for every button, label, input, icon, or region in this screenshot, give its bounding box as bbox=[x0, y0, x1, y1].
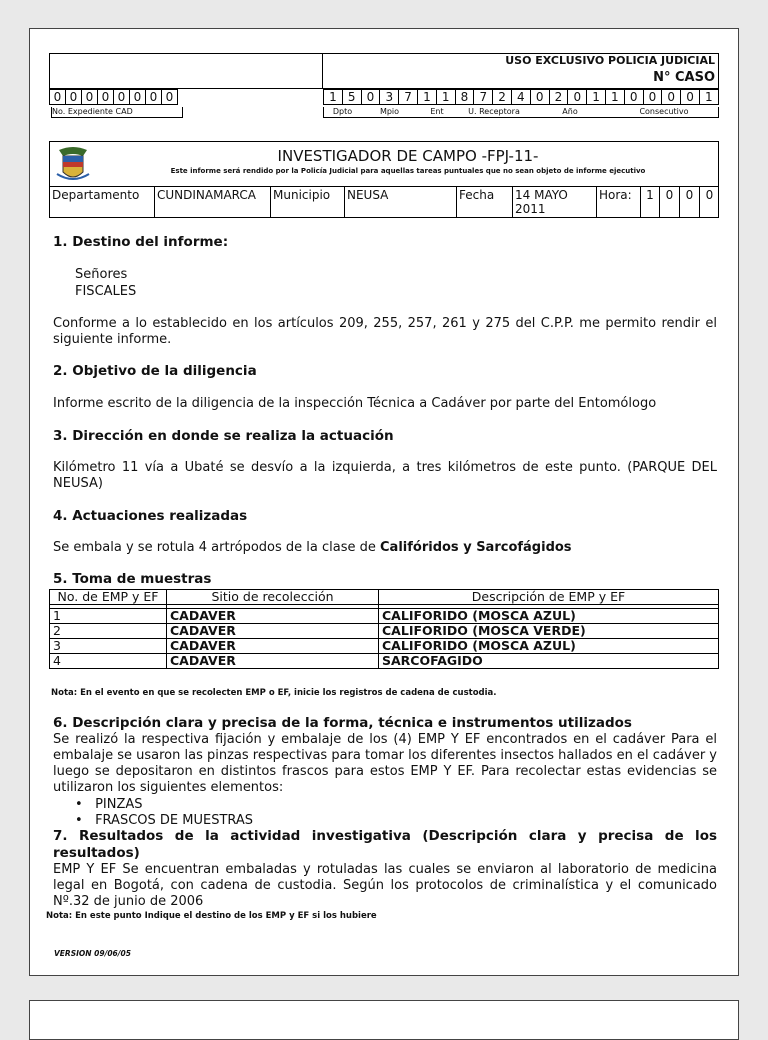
case-digit: 1 bbox=[417, 90, 436, 105]
section-7-note: Nota: En este punto Indique el destino de los EMP y EF si los hubiere bbox=[46, 911, 377, 921]
row-desc: CALIFORIDO (MOSCA AZUL) bbox=[379, 609, 719, 624]
section-1-paragraph: Conforme a lo establecido en los artículos 209, 255, 257, 261 y 275 del C.P.P. me permito rendir el siguiente informe. bbox=[53, 316, 717, 347]
section-4-paragraph bbox=[53, 540, 721, 556]
version-label: VERSION 09/06/05 bbox=[54, 949, 131, 958]
expediente-digit: 0 bbox=[98, 90, 114, 105]
case-digit: 0 bbox=[361, 90, 380, 105]
section-5-title: 5. Toma de muestras bbox=[53, 571, 212, 587]
bullet-icon: • bbox=[75, 813, 83, 828]
case-label: N° CASO bbox=[653, 70, 715, 85]
bullet-icon: • bbox=[75, 797, 83, 812]
row-desc: CALIFORIDO (MOSCA VERDE) bbox=[379, 624, 719, 639]
section-3-paragraph: Kilómetro 11 vía a Ubaté se desvío a la izquierda, a tres kilómetros de este punto. (PARQUE DEL NEUSA) bbox=[53, 460, 717, 491]
row-no: 2 bbox=[50, 624, 167, 639]
case-digits bbox=[323, 89, 719, 105]
hour-digit: 0 bbox=[680, 187, 700, 217]
expediente-digit: 0 bbox=[162, 90, 178, 105]
case-digit: 1 bbox=[605, 90, 624, 105]
dept-label: Departamento bbox=[50, 187, 155, 217]
expediente-digits bbox=[49, 89, 178, 105]
date-value: 14 MAYO 2011 bbox=[513, 187, 597, 217]
section-1-title: 1. Destino del informe: bbox=[53, 234, 229, 250]
header-desc: Descripción de EMP y EF bbox=[379, 590, 719, 605]
header-no: No. de EMP y EF bbox=[50, 590, 167, 605]
row-no: 1 bbox=[50, 609, 167, 624]
header-divider bbox=[322, 53, 323, 89]
case-digit: 8 bbox=[455, 90, 474, 105]
header-block bbox=[49, 53, 719, 121]
section-1-line1: Señores bbox=[75, 267, 128, 282]
expediente-digit: 0 bbox=[114, 90, 130, 105]
case-sublabels bbox=[323, 107, 719, 118]
hour-digit: 0 bbox=[660, 187, 680, 217]
case-digit: 2 bbox=[493, 90, 512, 105]
case-digit: 1 bbox=[436, 90, 455, 105]
case-digit: 7 bbox=[399, 90, 418, 105]
sublabel-year: Año bbox=[562, 107, 578, 116]
sublabel-receptora: U. Receptora bbox=[468, 107, 520, 116]
hour-digit: 0 bbox=[705, 188, 714, 202]
samples-table bbox=[49, 589, 719, 669]
sublabel-ent: Ent bbox=[430, 107, 444, 116]
row-desc: SARCOFAGIDO bbox=[379, 654, 719, 669]
next-page-edge bbox=[29, 1000, 739, 1040]
case-digit: 0 bbox=[662, 90, 681, 105]
case-digit: 1 bbox=[324, 90, 343, 105]
section-2-paragraph: Informe escrito de la diligencia de la inspección Técnica a Cadáver por parte del Entomólogo bbox=[53, 396, 657, 411]
bullet-text: FRASCOS DE MUESTRAS bbox=[95, 813, 254, 828]
document-title: INVESTIGADOR DE CAMPO -FPJ-11- bbox=[277, 147, 539, 165]
section-7-title: 7. Resultados de la actividad investigativa (Descripción clara y precisa de los resultados) bbox=[53, 828, 717, 861]
row-desc: CALIFORIDO (MOSCA AZUL) bbox=[379, 639, 719, 654]
expediente-digit: 0 bbox=[146, 90, 162, 105]
section-1-line2: FISCALES bbox=[75, 284, 137, 299]
case-digit: 5 bbox=[342, 90, 361, 105]
case-digit: 0 bbox=[681, 90, 700, 105]
expediente-digit: 0 bbox=[66, 90, 82, 105]
sublabel-mpio: Mpio bbox=[379, 107, 400, 116]
case-digit: 0 bbox=[530, 90, 549, 105]
mun-value: NEUSA bbox=[345, 187, 457, 217]
sublabel-consecutivo: Consecutivo bbox=[639, 107, 689, 116]
bullet-text: PINZAS bbox=[95, 797, 143, 812]
section-6-title: 6. Descripción clara y precisa de la forma, técnica e instrumentos utilizados bbox=[53, 715, 632, 731]
hour-label: Hora: bbox=[597, 187, 641, 217]
row-site: CADAVER bbox=[167, 654, 379, 669]
section-5-note: Nota: En el evento en que se recolecten EMP o EF, inicie los registros de cadena de custodia. bbox=[51, 688, 497, 698]
section-6-bullet bbox=[75, 797, 143, 813]
exclusive-label: USO EXCLUSIVO POLICIA JUDICIAL bbox=[505, 54, 715, 67]
document-subtitle: Este informe será rendido por la Policía Judicial para aquellas tareas puntuales que no sean objeto de informe ejecutivo bbox=[170, 167, 646, 175]
section-7-paragraph: EMP Y EF Se encuentran embaladas y rotuladas las cuales se enviaron al laboratorio de medicina legal en Bogotá, con cadena de custodia. Según los protocolos de criminalística y el comunicado Nº.32 de junio de 2006 bbox=[53, 862, 717, 909]
case-digit: 1 bbox=[699, 90, 718, 105]
table-row bbox=[50, 609, 719, 624]
title-box bbox=[49, 141, 719, 187]
expediente-digit: 0 bbox=[82, 90, 98, 105]
section-3-title: 3. Dirección en donde se realiza la actuación bbox=[53, 428, 394, 444]
header-site: Sitio de recolección bbox=[167, 590, 379, 605]
case-digit: 1 bbox=[587, 90, 606, 105]
dept-value: CUNDINAMARCA bbox=[155, 187, 271, 217]
section-6-paragraph: Se realizó la respectiva fijación y embalaje de los (4) EMP Y EF encontrados en el cadáver Para el embalaje se usaron las pinzas respectivas para tomar los diferentes insectos hallados en el cadáver y luego se depositaron en distintos frascos para estos EMP Y EF. Para recolectar estas evidencias se utilizaron los siguientes elementos: bbox=[53, 732, 717, 795]
case-digit: 0 bbox=[624, 90, 643, 105]
case-digit: 7 bbox=[474, 90, 493, 105]
section-4-text: Se embala y se rotula 4 artrópodos de la clase de bbox=[53, 540, 381, 555]
case-digit: 2 bbox=[549, 90, 568, 105]
section-2-title: 2. Objetivo de la diligencia bbox=[53, 363, 257, 379]
row-site: CADAVER bbox=[167, 609, 379, 624]
sublabel-dpto: Dpto bbox=[332, 107, 353, 116]
case-digit: 4 bbox=[511, 90, 530, 105]
date-label: Fecha bbox=[457, 187, 513, 217]
row-no: 4 bbox=[50, 654, 167, 669]
table-row bbox=[50, 654, 719, 669]
case-digit: 0 bbox=[568, 90, 587, 105]
expediente-digit: 0 bbox=[50, 90, 66, 105]
expediente-digit: 0 bbox=[130, 90, 146, 105]
info-row bbox=[49, 187, 719, 218]
mun-label: Municipio bbox=[271, 187, 345, 217]
hour-digit: 1 bbox=[641, 187, 660, 217]
row-site: CADAVER bbox=[167, 639, 379, 654]
section-4-title: 4. Actuaciones realizadas bbox=[53, 508, 248, 524]
row-site: CADAVER bbox=[167, 624, 379, 639]
table-row bbox=[50, 639, 719, 654]
expediente-label: No. Expediente CAD bbox=[51, 107, 183, 118]
document-page bbox=[29, 28, 739, 976]
case-digit: 3 bbox=[380, 90, 399, 105]
coat-of-arms-icon bbox=[53, 144, 93, 184]
section-4-bold-text: Califóridos y Sarcofágidos bbox=[380, 540, 572, 555]
samples-header-row bbox=[50, 590, 719, 605]
section-6-bullet bbox=[75, 813, 253, 829]
row-no: 3 bbox=[50, 639, 167, 654]
table-row bbox=[50, 624, 719, 639]
case-digit: 0 bbox=[643, 90, 662, 105]
